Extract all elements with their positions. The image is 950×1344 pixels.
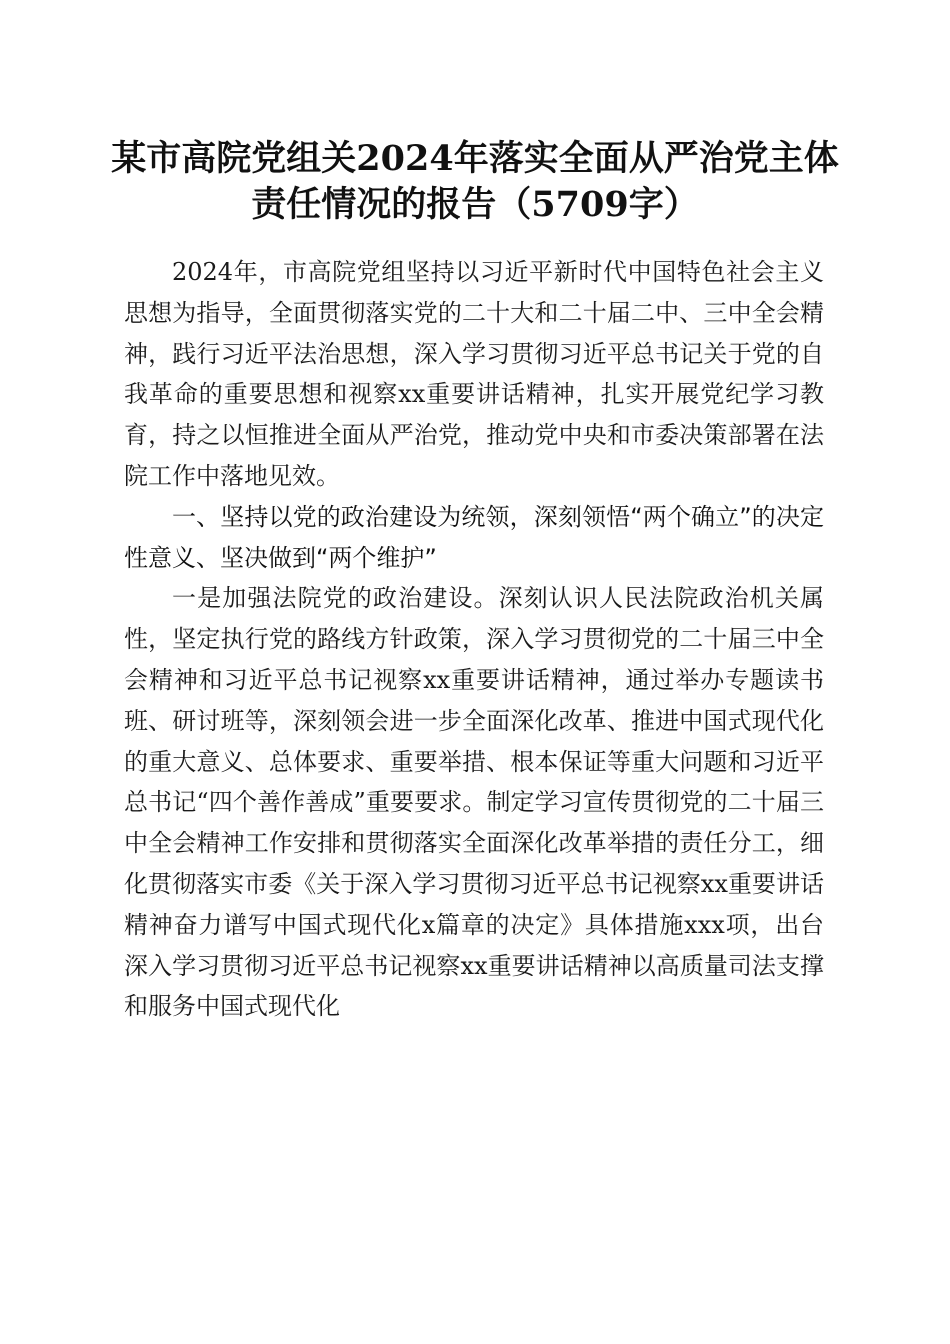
document-title: 某市高院党组关2024年落实全面从严治党主体责任情况的报告（5709字） bbox=[111, 138, 839, 225]
section-1-paragraph bbox=[124, 578, 824, 1027]
intro-paragraph: 2024年，市高院党组坚持以习近平新时代中国特色社会主义思想为指导，全面贯彻落实党的二十大和二十届二中、三中全会精神，践行习近平法治思想，深入学习贯彻习近平总书记关于党的自我革命的重要思想和视察xx重要讲话精神，扎实开展党纪学习教育，持之以恒推进全面从严治党，推动党中央和市委决策部署在法院工作中落地见效。 bbox=[124, 258, 824, 490]
paragraph-lead: 一是加强法院党的政治建设。 bbox=[172, 584, 499, 613]
section-heading-1: 一、坚持以党的政治建设为统领，深刻领悟“两个确立”的决定性意义、坚决做到“两个维护” bbox=[124, 502, 824, 572]
document-body bbox=[124, 252, 824, 1027]
paragraph-text: 深刻认识人民法院政治机关属性，坚定执行党的路线方针政策，深入学习贯彻党的二十届三中全会精神和习近平总书记视察xx重要讲话精神，通过举办专题读书班、研讨班等，深刻领会进一步全面深化改革、推进中国式现代化的重大意义、总体要求、重要举措、根本保证等重大问题和习近平总书记“四个善作善成”重要要求。制定学习宣传贯彻党的二十届三中全会精神工作安排和贯彻落实全面深化改革举措的责任分工，细化贯彻落实市委《关于深入学习贯彻习近平总书记视察xx重要讲话精神奋力谱写中国式现代化x篇章的决定》具体措施xxx项，出台深入学习贯彻习近平总书记视察xx重要讲话精神以高质量司法支撑和服务中国式现代化 bbox=[124, 584, 825, 1021]
